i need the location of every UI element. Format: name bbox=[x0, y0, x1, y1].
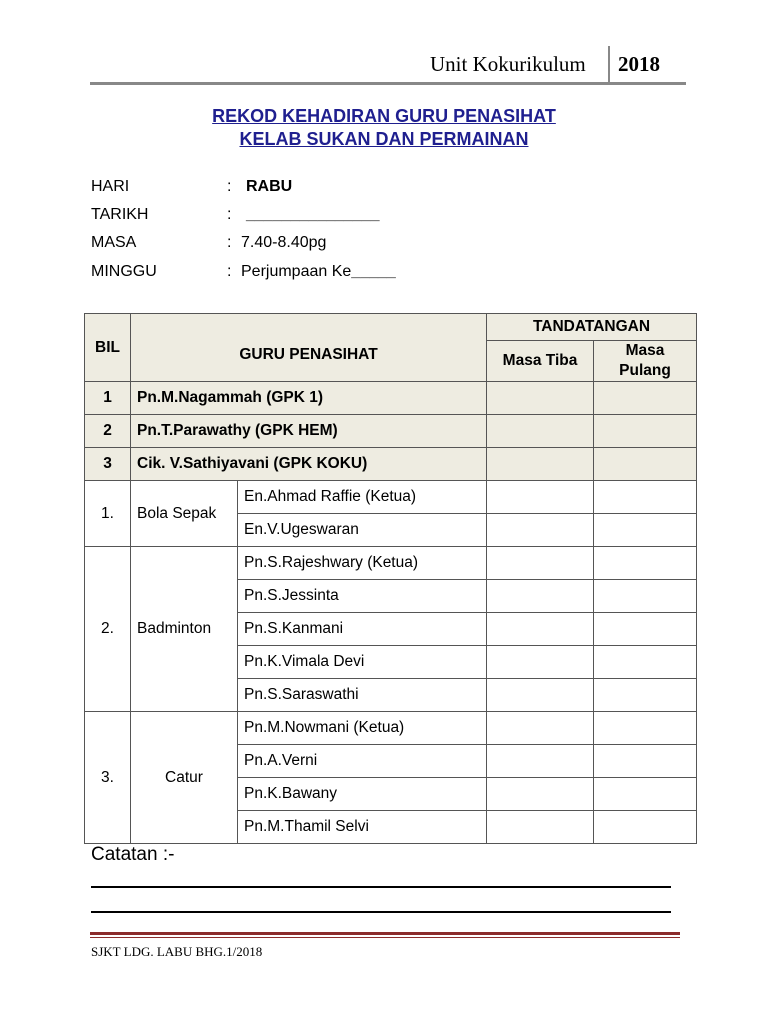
table-row: Pn.A.Verni bbox=[85, 745, 697, 778]
info-value: 7.40-8.40pg bbox=[241, 234, 327, 251]
sign-cell[interactable] bbox=[487, 778, 594, 811]
info-value: Perjumpaan Ke_____ bbox=[241, 263, 396, 280]
sign-cell[interactable] bbox=[487, 514, 594, 547]
table-row: Pn.K.Vimala Devi bbox=[85, 646, 697, 679]
title-line-1: REKOD KEHADIRAN GURU PENASIHAT bbox=[212, 106, 556, 126]
attendance-table bbox=[84, 313, 697, 844]
sign-cell[interactable] bbox=[487, 448, 594, 481]
catatan-line-1 bbox=[91, 886, 671, 888]
sign-cell[interactable] bbox=[594, 448, 697, 481]
col-guru-penasihat: GURU PENASIHAT bbox=[131, 314, 487, 382]
col-masa-pulang: Masa Pulang bbox=[594, 341, 697, 382]
table-row: 1. Bola Sepak En.Ahmad Raffie (Ketua) bbox=[85, 481, 697, 514]
sign-cell[interactable] bbox=[487, 811, 594, 844]
sign-cell[interactable] bbox=[487, 712, 594, 745]
header-separator bbox=[608, 46, 610, 82]
sign-cell[interactable] bbox=[487, 613, 594, 646]
sign-cell[interactable] bbox=[594, 712, 697, 745]
header-rule bbox=[90, 82, 686, 85]
sign-cell[interactable] bbox=[487, 580, 594, 613]
info-label: MASA bbox=[91, 234, 137, 251]
sign-cell[interactable] bbox=[487, 679, 594, 712]
sign-cell[interactable] bbox=[594, 745, 697, 778]
footer-text: SJKT LDG. LABU BHG.1/2018 bbox=[91, 944, 263, 959]
sign-cell[interactable] bbox=[594, 547, 697, 580]
sign-cell[interactable] bbox=[487, 547, 594, 580]
catatan-label: Catatan :- bbox=[91, 844, 175, 865]
sign-cell[interactable] bbox=[487, 745, 594, 778]
sign-cell[interactable] bbox=[594, 382, 697, 415]
table-row: 2 Pn.T.Parawathy (GPK HEM) bbox=[85, 415, 697, 448]
col-bil: BIL bbox=[85, 314, 131, 382]
table-header-row bbox=[85, 314, 697, 341]
table-row: Pn.S.Kanmani bbox=[85, 613, 697, 646]
catatan-line-2 bbox=[91, 911, 671, 913]
info-value: _______________ bbox=[246, 206, 380, 223]
table-row: Pn.K.Bawany bbox=[85, 778, 697, 811]
sign-cell[interactable] bbox=[594, 679, 697, 712]
sign-cell[interactable] bbox=[594, 613, 697, 646]
table-row: Pn.S.Saraswathi bbox=[85, 679, 697, 712]
sign-cell[interactable] bbox=[594, 580, 697, 613]
sign-cell[interactable] bbox=[487, 415, 594, 448]
info-value: RABU bbox=[246, 178, 293, 195]
sign-cell[interactable] bbox=[487, 481, 594, 514]
table-row: 3. Catur Pn.M.Nowmani (Ketua) bbox=[85, 712, 697, 745]
table-row: 2. Badminton Pn.S.Rajeshwary (Ketua) bbox=[85, 547, 697, 580]
info-label: MINGGU bbox=[91, 263, 157, 280]
table-row: En.V.Ugeswaran bbox=[85, 514, 697, 547]
sign-cell[interactable] bbox=[594, 811, 697, 844]
sign-cell[interactable] bbox=[594, 778, 697, 811]
sign-cell[interactable] bbox=[594, 514, 697, 547]
title-line-2: KELAB SUKAN DAN PERMAINAN bbox=[239, 129, 529, 149]
sign-cell[interactable] bbox=[594, 415, 697, 448]
table-row: 3 Cik. V.Sathiyavani (GPK KOKU) bbox=[85, 448, 697, 481]
header-text: Unit Kokurikulum bbox=[430, 52, 586, 76]
table-row: Pn.M.Thamil Selvi bbox=[85, 811, 697, 844]
sign-cell[interactable] bbox=[594, 646, 697, 679]
sign-cell[interactable] bbox=[487, 646, 594, 679]
sign-cell[interactable] bbox=[487, 382, 594, 415]
col-tandatangan: TANDATANGAN bbox=[487, 314, 697, 341]
info-label: TARIKH bbox=[91, 206, 149, 223]
sign-cell[interactable] bbox=[594, 481, 697, 514]
footer-rule bbox=[90, 932, 680, 935]
table-row: Pn.S.Jessinta bbox=[85, 580, 697, 613]
info-label: HARI bbox=[91, 178, 130, 195]
header-year: 2018 bbox=[618, 52, 660, 76]
table-row: 1 Pn.M.Nagammah (GPK 1) bbox=[85, 382, 697, 415]
col-masa-tiba: Masa Tiba bbox=[487, 341, 594, 382]
footer-rule-thin bbox=[90, 937, 680, 938]
